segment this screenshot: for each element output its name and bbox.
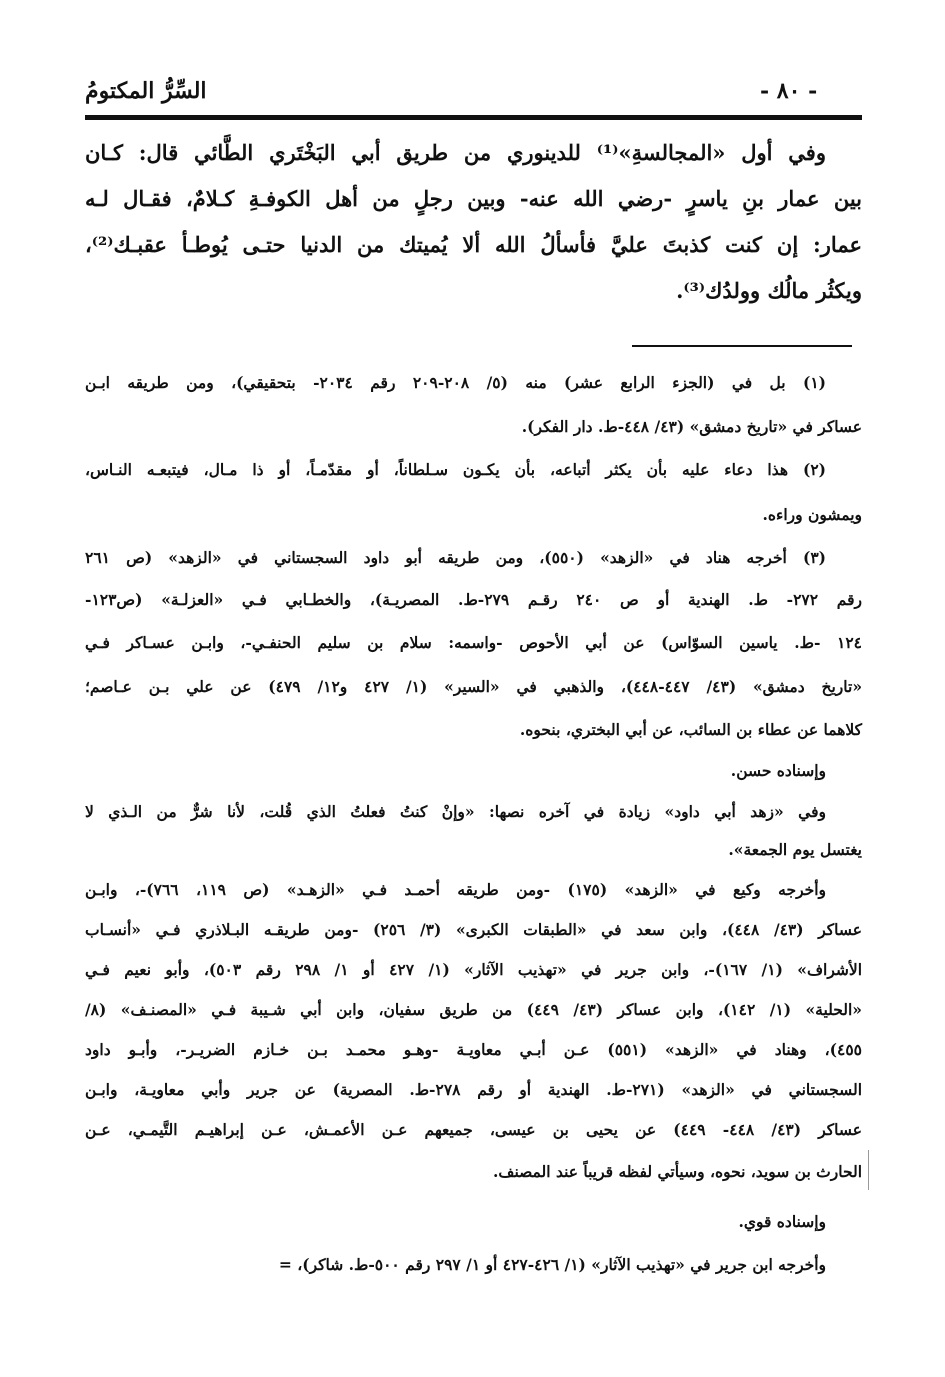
footnote-line: عساكر في «تاريخ دمشق» (٤٣/ ٤٤٨-ط. دار الفكر). [521,417,862,436]
footnote-line: وفي «زهد أبي داود» زيادة في آخره نصها: «وإنْ كنتُ فعلتُ الذي قُلت، لأنا شرٌّ من الـذي لا [85,802,826,821]
footnote-line: الحارث بن سويد، نحوه، وسيأتي لفظه قريباً عند المصنف. [493,1162,862,1181]
footnote-line: (٣) أخرجه هناد في «الزهد» (٥٥٠)، ومن طريقه أبو داود السجستاني في «الزهد» (ص ٢٦١ [85,548,826,567]
main-text-line: عمار: إن كنت كذبتَ عليَّ فأسألُ الله ألا يُميتك من الدنيا حتـى يُوطـأ عقبـك⁽²⁾، [85,232,862,257]
footnote-separator [632,345,852,347]
footnote-line: (٢) هذا دعاء عليه بأن يكثر أتباعه، بأن يكـون سـلطاناً، أو مقدّمـاً، أو ذا مـال، فيتبعـه النـاس، [85,460,826,479]
footnote-line: وأخرجه وكيع في «الزهد» (١٧٥) -ومن طريقه أحمـد فـي «الزهـد» (ص ١١٩، ٧٦٦)-، وابـن [85,880,826,899]
footnote-isnad-hasan: وإسناده حسن. [730,761,826,780]
footnote-line: ٤٥٥)، وهناد في «الزهد» (٥٥١) عـن أبـي معاويـة -وهـو محمـد بـن خـازم الضريـر-، وأبـو داود [85,1040,863,1059]
header-rule [85,115,862,120]
footnote-line: «تاريخ دمشق» (٤٣/ ٤٤٧-٤٤٨)، والذهبي في «السير» (١/ ٤٢٧ و١٢/ ٤٧٩) عن علي بـن عـاصم؛ [85,677,863,696]
scan-margin-mark [868,1150,869,1190]
footnote-line: ويمشون وراءه. [762,505,862,524]
footnote-line: كلاهما عن عطاء بن السائب، عن أبي البختري، بنحوه. [519,720,862,739]
main-text-line: ويكثُر مالُك وولدُك⁽³⁾. [676,278,862,303]
main-text-line: بين عمار بنِ ياسرٍ -رضي الله عنه- وبين رجلٍ من أهل الكوفـةِ كـلامٌ، فقـال لـه [85,186,862,211]
footnote-line: السجستاني في «الزهد» (٢٧١-ط. الهندية أو رقم ٢٧٨-ط. المصرية) عن جرير وأبي معاويـة، وابـن [85,1080,862,1099]
footnote-line: الأشراف» (١/ ١٦٧)-، وابن جرير في «تهذيب الآثار» (١/ ٤٢٧ أو ١/ ٢٩٨ رقم ٥٠٣)، وأبو نعيم فـي [85,960,863,979]
footnote-line: وأخرجه ابن جرير في «تهذيب الآثار» (١/ ٤٢٦-٤٢٧ أو ١/ ٢٩٧ رقم ٥٠٠-ط. شاكر)، = [278,1255,826,1274]
page-number: - ٨٠ - [760,78,818,104]
footnote-line: (١) بل في (الجزء الرابع عشر) منه (٥/ ٢٠٨-٢٠٩ رقم ٢٠٣٤- بتحقيقي)، ومن طريقه ابـن [85,373,826,392]
running-title: السِّرُّ المكتومُ [85,78,207,104]
main-text-line: وفي أول «المجالسةِ»⁽¹⁾ للدينوري من طريق أبي البَخْتَري الطَّائي قال: كـان [85,140,826,165]
footnote-isnad-qawi: وإسناده قوي. [738,1212,826,1231]
footnote-line: رقم ٢٧٢- ط. الهندية أو ص ٢٤٠ رقـم ٢٧٩-ط. المصريـة)، والخطـابي فـي «العزلـة» (ص١٢٣- [85,590,862,609]
footnote-line: عساكر (٤٣/ ٤٤٨)، وابن سعد في «الطبقات الكبرى» (٣/ ٢٥٦) -ومن طريقـه البـلاذري فـي «أنسـاب [85,920,862,939]
footnote-line: ١٢٤ -ط. ياسين السوّاس) عن أبي الأحوص -واسمه: سلام بن سليم الحنفـي-، وابـن عسـاكر فـي [85,633,862,652]
footnote-line: عساكر (٤٣/ ٤٤٨- ٤٤٩) عن يحيى بن عيسى، جميعهم عـن الأعمـش، عـن إبراهيـم التَّيمـي، عـن [85,1120,862,1139]
footnote-line: «الحلية» (١/ ١٤٢)، وابن عساكر (٤٣/ ٤٤٩) من طريق سفيان، وابن أبي شـيبة فـي «المصنـف» (٨/ [85,1000,862,1019]
footnote-line: يغتسل يوم الجمعة». [728,840,862,859]
